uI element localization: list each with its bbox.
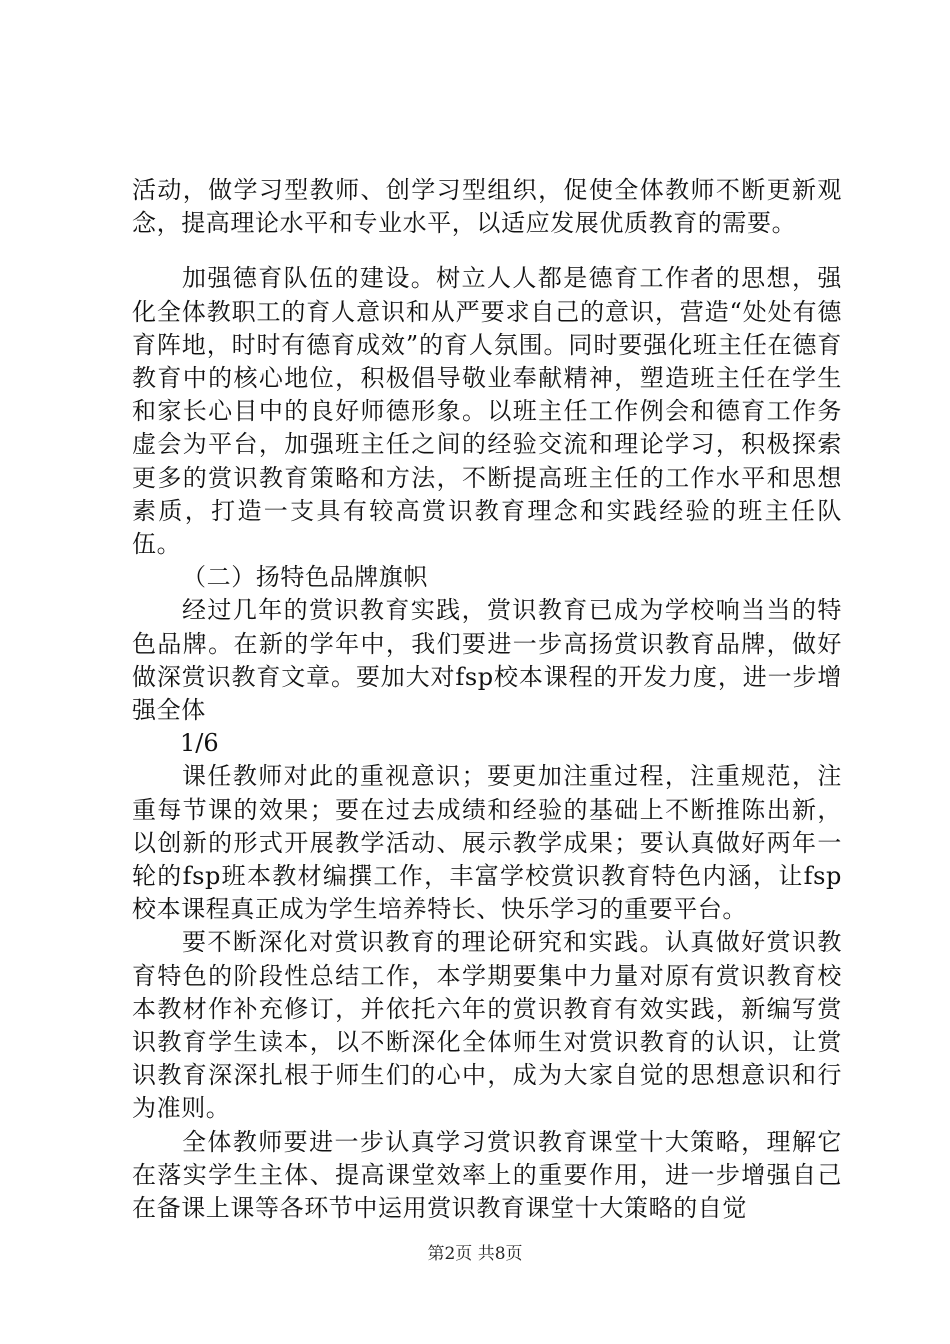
section-heading: （二）扬特色品牌旗帜 <box>182 563 428 592</box>
paragraph-gap <box>132 240 842 262</box>
paragraph-research: 要不断深化对赏识教育的理论研究和实践。认真做好赏识教育特色的阶段性总结工作，本学期要集中力量对原有赏识教育校本教材作补充修订，并依托六年的赏识教育有效实践，新编写赏识教育学生读本，以不断深化全体师生对赏识教育的认识，让赏识教育深深扎根于师生们的心中，成为大家自觉的思想意识和行为准则。 <box>132 928 842 1123</box>
inline-page-number: 1/6 <box>180 729 219 758</box>
paragraph-continuation: 活动，做学习型教师、创学习型组织，促使全体教师不断更新观念，提高理论水平和专业水平，以适应发展优质教育的需要。 <box>132 176 842 238</box>
paragraph-brand: 经过几年的赏识教育实践，赏识教育已成为学校响当当的特色品牌。在新的学年中，我们要进一步高扬赏识教育品牌，做好做深赏识教育文章。要加大对fsp校本课程的开发力度，进一步增强全体 <box>132 596 842 725</box>
paragraph-teachers: 课任教师对此的重视意识；要更加注重过程，注重规范，注重每节课的效果；要在过去成绩和经验的基础上不断推陈出新，以创新的形式开展教学活动、展示教学成果；要认真做好两年一轮的fsp班本教材编撰工作，丰富学校赏识教育特色内涵，让fsp校本课程真正成为学生培养特长、快乐学习的重要平台。 <box>132 762 842 924</box>
document-body <box>132 174 842 1225</box>
page-footer: 第2页 共8页 <box>427 1244 523 1264</box>
paragraph-strategies: 全体教师要进一步认真学习赏识教育课堂十大策略，理解它在落实学生主体、提高课堂效率上的重要作用，进一步增强自己在备课上课等各环节中运用赏识教育课堂十大策略的自觉 <box>132 1127 842 1223</box>
paragraph-moral-education-team: 加强德育队伍的建设。树立人人都是德育工作者的思想，强化全体教职工的育人意识和从严要求自己的意识，营造“处处有德育阵地，时时有德育成效”的育人氛围。同时要强化班主任在德育教育中的核心地位，积极倡导敬业奉献精神，塑造班主任在学生和家长心目中的良好师德形象。以班主任工作例会和德育工作务虚会为平台，加强班主任之间的经验交流和理论学习，积极探索更多的赏识教育策略和方法，不断提高班主任的工作水平和思想素质，打造一支具有较高赏识教育理念和实践经验的班主任队伍。 <box>132 264 842 559</box>
